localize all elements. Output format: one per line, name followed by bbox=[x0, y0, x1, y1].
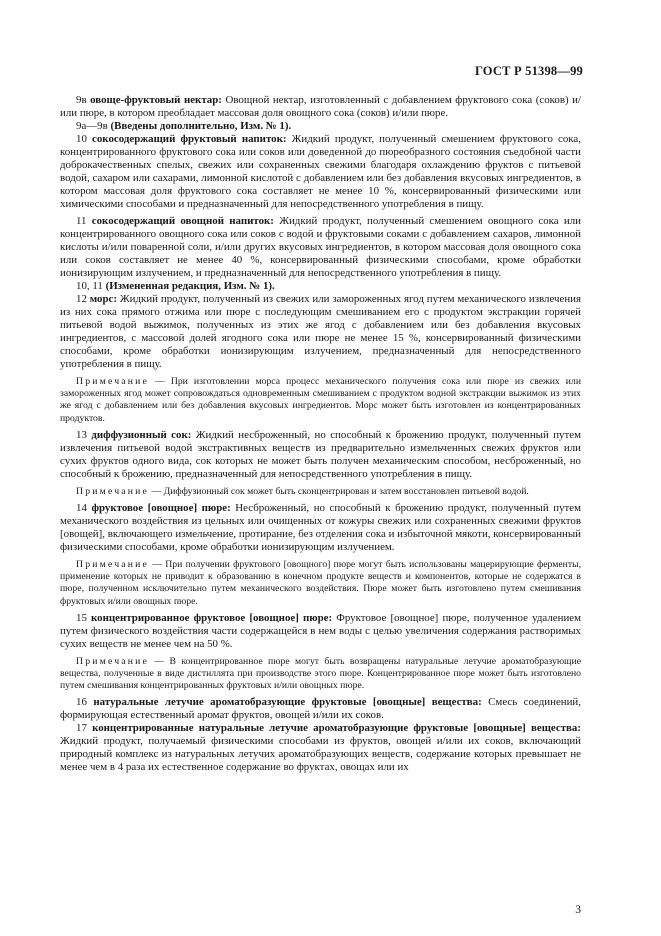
clause-number: 14 bbox=[76, 502, 87, 515]
clause-term: натуральные летучие ароматобразующие фруктовые [овощные] вещества: bbox=[93, 696, 482, 709]
clause-text: Фруктовое [овощное] пюре, полученное удалением путем физического воздействия части содержащейся в нем воды с целью увеличения содержания растворимых сухих веществ не менее чем на 50 %. bbox=[60, 611, 581, 650]
clause-number: 13 bbox=[76, 428, 87, 441]
note-label: Примечание bbox=[76, 559, 150, 571]
amendment-note-9a-9v bbox=[60, 120, 581, 133]
clause-number: 9а—9в bbox=[76, 120, 108, 132]
note-text: При изготовлении морса процесс механического получения сока или пюре из свежих или замороженных ягод может сопровождаться одновременным смешиванием с продуктом водной экстракции выжимок из этих же ягод с добавлением или без добавления вкусовых ингредиентов. Морс может быть изготовлен из концентрированных продуктов. bbox=[60, 376, 582, 424]
note-text: В концентрированное пюре могут быть возвращены натуральные летучие ароматобразующие вещества, полученные в виде дистиллята при производстве этого пюре. Концентрированное пюре может быть изготовлено путем смешивания концентрированных фруктовых и/или овощных пюре. bbox=[60, 655, 581, 692]
clause-text: Жидкий продукт, получаемый физическими способами из фруктов, овощей и/или их соков, включающий природный комплекс из натуральных летучих ароматобразующих веществ, содержание которых превышает не менее чем в 4 раза их естественное содержание во фруктах, овощах или их bbox=[60, 735, 581, 774]
clause-text: Жидкий продукт, полученный смешением овощного сока или концентрированного овощного сока или соков с водой и фруктовыми соками с добавлением сахаров, лимонной кислоты и/или поваренной соли, и/или других вкусовых ингредиентов, в котором массовая доля овощного сока или соков составляет не менее 40 %, консервированный физическими способами, кроме обработки ионизирующим излучением, и предназначенный для непосредственного употребления в пищу. bbox=[60, 215, 581, 279]
clause-number: 11 bbox=[76, 215, 87, 227]
clause-term: сокосодержащий фруктовый напиток: bbox=[92, 133, 287, 145]
clause-number: 10 bbox=[76, 133, 87, 145]
standard-header: ГОСТ Р 51398—99 bbox=[474, 64, 583, 78]
note-15: Примечание — В концентрированное пюре могут быть возвращены натуральные летучие ароматобразующие вещества, полученные в виде дистиллята при производстве этого пюре. Концентрированное пюре может быть изготовлено путем смешивания концентрированных фруктовых и/или овощных пюре. bbox=[60, 655, 581, 692]
note-label: Примечание bbox=[76, 485, 150, 497]
clause-text: Жидкий продукт, полученный смешением фруктового сока, концентрированного фруктового сока или соков или доведенной до пюреобразного состояния съедобной части доброкачественных спелых, свежих или сохраненных свежими благодаря охлаждению фруктов с питьевой водой, сахаром или сахарами, лимонной кислотой с добавлением или без добавления вкусовых ингредиентов, в котором массовая доля фруктового сока составляет не менее 10 %, консервированный физическими или химическими способами и предназначенный для непосредственного употребления в пищу. bbox=[60, 133, 581, 210]
clause-15 bbox=[60, 612, 581, 651]
amendment-text: (Измененная редакция, Изм. № 1). bbox=[105, 280, 275, 292]
clause-term: морс: bbox=[89, 293, 118, 305]
clause-9v bbox=[60, 94, 581, 120]
clause-text: Смесь соединений, формирующая естественный аромат фруктов, овощей и/или их соков. bbox=[60, 696, 581, 722]
clause-term: фруктовое [овощное] пюре: bbox=[91, 502, 231, 515]
amendment-text: (Введены дополнительно, Изм. № 1). bbox=[110, 120, 292, 132]
page-number: 3 bbox=[575, 904, 581, 916]
note-label: Примечание bbox=[76, 655, 150, 667]
clause-11 bbox=[60, 215, 581, 280]
clause-term: концентрированное фруктовое [овощное] пюре: bbox=[91, 611, 333, 624]
clause-number: 16 bbox=[76, 696, 87, 709]
clause-number: 17 bbox=[76, 722, 87, 735]
clause-10 bbox=[60, 133, 581, 211]
clause-13 bbox=[60, 429, 581, 481]
clause-term: сокосодержащий овощной напиток: bbox=[91, 215, 274, 227]
clause-text: Жидкий несброженный, но способный к брожению продукт, полученный путем извлечения питьевой водой экстрактивных веществ из предварительно измельченных свежих фруктов или сухих фруктов одного вида, сок которых не может быть получен механическим способом, несброженный, но способный к брожению, предназначенный для непосредственного употребления в пищу. bbox=[60, 428, 581, 480]
note-label: Примечание bbox=[76, 376, 150, 387]
clause-text: Несброженный, но способный к брожению продукт, полученный путем механического воздействия из цельных или очищенных от кожуры свежих или сохраненных свежими фруктов [овощей], включающего измельчение, протирание, без отделения сока и избыточной мякоти, консервированный физическими способами, кроме обработки ионизирующим излучением. bbox=[60, 502, 582, 554]
clause-text: Овощной нектар, изготовленный с добавлением фруктового сока (соков) и/или пюре, в котором преобладает массовая доля овощного сока (соков) и/или пюре. bbox=[60, 94, 581, 119]
clause-term: диффузионный сок: bbox=[91, 428, 192, 441]
note-14: Примечание — При получении фруктового [овощного] пюре могут быть использованы мацерирующие ферменты, применение которых не приводит к образованию в конечном продукте веществ и компонентов, которые не содержатся в пюре, полученном исключительно путем механического воздействия. Пюре может быть изготовлено путем смешивания фруктовых и/или овощных пюре. bbox=[60, 559, 582, 607]
clause-number: 12 bbox=[76, 293, 87, 305]
note-text: Диффузионный сок может быть сконцентрирован и затем восстановлен питьевой водой. bbox=[163, 485, 529, 497]
clause-12 bbox=[60, 293, 581, 371]
clause-number: 15 bbox=[76, 611, 87, 624]
note-13: Примечание — Диффузионный сок может быть сконцентрирован и затем восстановлен питьевой водой. bbox=[76, 485, 529, 497]
clause-text: Жидкий продукт, полученный из свежих или замороженных ягод путем механического извлечения из них сока прямого отжима или пюре с последующим смешиванием его с продуктом экстракции горячей питьевой водой выжимок, полученных из этих же ягод с добавлением или без добавления вкусовых ингредиентов, с массовой долей ягодного сока или пюре не менее 15 %, консервированный физическими способами, кроме обработки ионизирующим излучением, предназначенный для непосредственного употребления в пищу. bbox=[60, 293, 581, 370]
note-12: Примечание — При изготовлении морса процесс механического получения сока или пюре из свежих или замороженных ягод может сопровождаться одновременным смешиванием с продуктом водной экстракции выжимок из этих же ягод с добавлением или без добавления вкусовых ингредиентов. Морс может быть изготовлен из концентрированных продуктов. bbox=[60, 376, 582, 424]
clause-17 bbox=[60, 722, 581, 774]
clause-14 bbox=[60, 502, 581, 554]
note-text: При получении фруктового [овощного] пюре могут быть использованы мацерирующие ферменты, применение которых не приводит к образованию в конечном продукте веществ и компонентов, которые не содержатся в пюре, полученном исключительно путем механического воздействия. Пюре может быть изготовлено путем смешивания фруктовых и/или овощных пюре. bbox=[60, 559, 582, 607]
clause-number: 9в bbox=[76, 94, 87, 106]
clause-term: концентрированные натуральные летучие ароматобразующие фруктовые [овощные] вещества: bbox=[92, 722, 581, 735]
clause-term: овоще-фруктовый нектар: bbox=[90, 94, 222, 106]
amendment-note-10-11 bbox=[60, 280, 581, 293]
clause-16 bbox=[60, 696, 581, 722]
clause-number: 10, 11 bbox=[76, 280, 103, 292]
document-body bbox=[60, 94, 581, 774]
